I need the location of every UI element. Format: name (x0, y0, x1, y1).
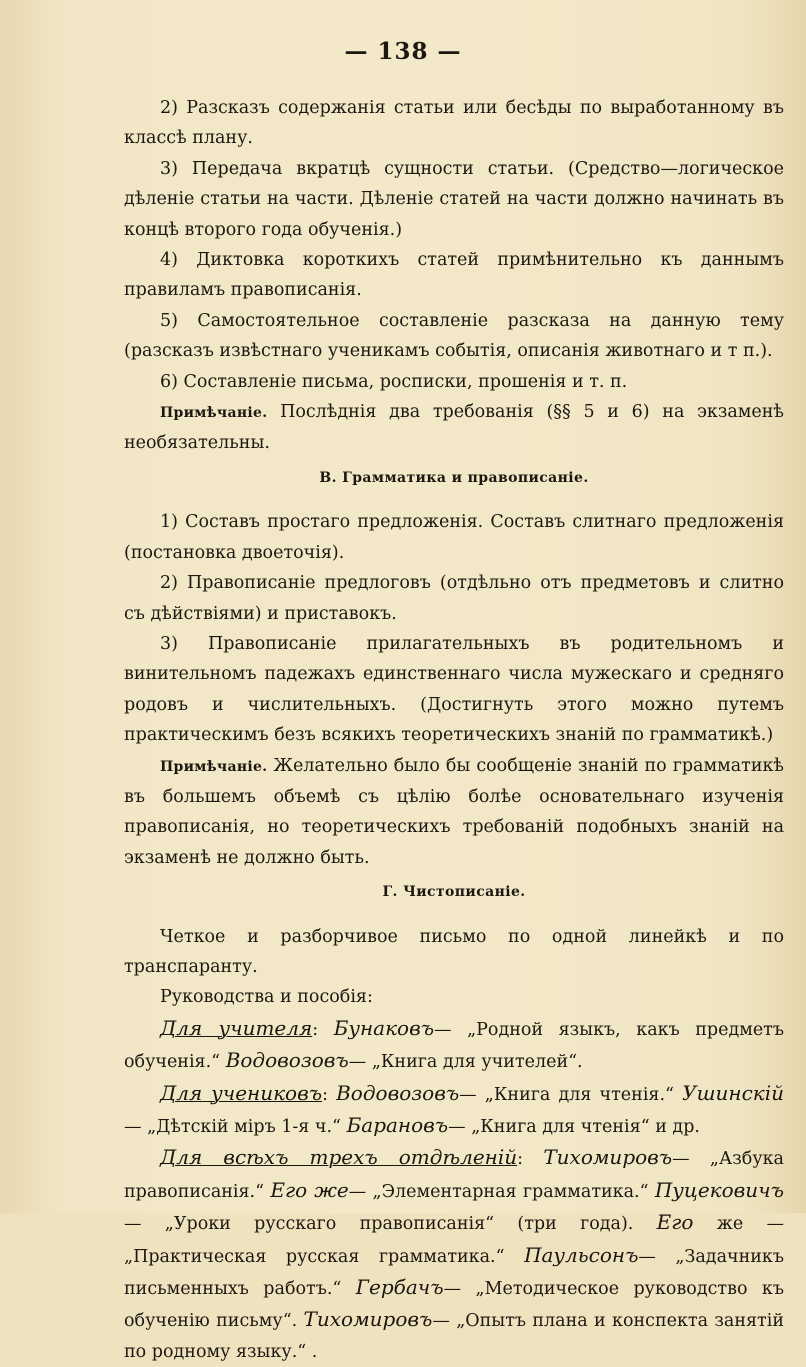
book-title: — „Родной языкъ, какъ предметъ обученія.“ (124, 1019, 784, 1073)
book-title: — „Уроки русскаго правописанія“ (три года). (124, 1214, 634, 1235)
paragraph-b-item-3: 3) Передача вкратцѣ сущности статьи. (Средство—логическое дѣленіе статьи на части. Дѣленіе статей на части должно начинать въ концѣ второго года обученія.) (124, 158, 784, 240)
label-colon: : (312, 1019, 319, 1040)
author-name: Тихомировъ (543, 1145, 673, 1170)
list-for-all-divisions (124, 1142, 784, 1367)
author-name: Бунаковъ (333, 1015, 435, 1040)
label-for-teacher: Для учителя (160, 1015, 313, 1040)
author-name: Тихомировъ (303, 1307, 433, 1332)
note-label: Примѣчаніе. (160, 405, 268, 422)
book-title: — „Книга для чтенія“ и др. (448, 1117, 700, 1137)
note-v (124, 751, 784, 874)
author-name: Водовозовъ (225, 1048, 349, 1073)
book-title: — „Азбука правописанія.“ (124, 1149, 784, 1202)
section-heading-penmanship: Г. Чистописаніе. (382, 884, 526, 901)
paragraph-g-text: Четкое и разборчивое письмо по одной линейкѣ и по транспаранту. (124, 926, 784, 977)
note-text: Желательно было бы сообщеніе знаній по грамматикѣ въ большемъ объемѣ съ цѣлію болѣе основательнаго изученія правописанія, но теоретическихъ требованій подобныхъ знаній на экзаменѣ не должно быть. (124, 755, 784, 868)
note-label: Примѣчаніе. (160, 758, 268, 775)
book-title: же — „Практическая русская грамматика.“ (124, 1214, 784, 1267)
paragraph-g-manuals: Руководства и пособія: (160, 987, 373, 1008)
book-title: — „Задачникъ письменныхъ работъ.“ (124, 1246, 784, 1300)
book-title: — „Методическое руководство къ обученію письму“. (124, 1279, 784, 1332)
book-title: — „Книга для учителей“. (348, 1052, 583, 1073)
page-body (124, 93, 784, 1367)
paragraph-v-item-2: 2) Правописаніе предлоговъ (отдѣльно отъ предметовъ и слитно съ дѣйствіями) и приставокъ. (124, 573, 784, 624)
book-title: — „Дѣтскій міръ 1-я ч.“ (124, 1117, 341, 1137)
list-for-students (124, 1078, 784, 1143)
paragraph-b-item-6: 6) Составленіе письма, росписки, прошенія и т. п. (160, 371, 628, 392)
label-colon: : (517, 1149, 524, 1170)
label-for-all-divisions: Для всѣхъ трехъ отдѣленій (160, 1145, 518, 1170)
paragraph-b-item-4: 4) Диктовка короткихъ статей примѣнительно къ даннымъ правиламъ правописанія. (124, 250, 784, 301)
paragraph-b-item-2: 2) Разсказъ содержанія статьи или бесѣды по выработанному въ классѣ плану. (124, 98, 784, 149)
author-name: Его же (270, 1177, 349, 1202)
section-heading-grammar: В. Грамматика и правописаніе. (319, 469, 589, 486)
author-name: Водовозовъ (336, 1080, 460, 1105)
note-text: Послѣднія два требованія (§§ 5 и 6) на экзаменѣ необязательны. (124, 402, 784, 454)
list-for-teacher (124, 1013, 784, 1078)
book-title: — „Книга для чтенія.“ (459, 1084, 674, 1105)
note-b (124, 397, 784, 459)
author-name: Барановъ (346, 1113, 449, 1137)
author-name: Паульсонъ (524, 1242, 639, 1267)
author-name: Его (656, 1210, 694, 1235)
label-for-students: Для учениковъ (160, 1080, 323, 1105)
book-title: — „Опытъ плана и конспекта занятій по родному языку.“ . (124, 1311, 784, 1362)
book-title: — „Элементарная грамматика.“ (348, 1181, 649, 1202)
paragraph-v-item-1: 1) Составъ простаго предложенія. Составъ слитнаго предложенія (постановка двоеточія). (124, 512, 784, 563)
label-colon: : (322, 1084, 328, 1105)
author-name: Пуцековичъ (654, 1177, 784, 1202)
author-name: Гербачъ (355, 1275, 444, 1300)
page-number: — 138 — (344, 38, 462, 65)
author-name: Ушинскій (682, 1080, 784, 1105)
paragraph-b-item-5: 5) Самостоятельное составленіе разсказа на данную тему (разсказъ извѣстнаго ученикамъ событія, описанія животнаго и т п.). (124, 310, 784, 362)
paragraph-v-item-3: 3) Правописаніе прилагательныхъ въ родительномъ и винительномъ падежахъ единственнаго числа мужескаго и средняго родовъ и числительныхъ. (Достигнуть этого можно путемъ практическимъ безъ всякихъ теоретическихъ знаній по грамматикѣ.) (124, 633, 784, 746)
